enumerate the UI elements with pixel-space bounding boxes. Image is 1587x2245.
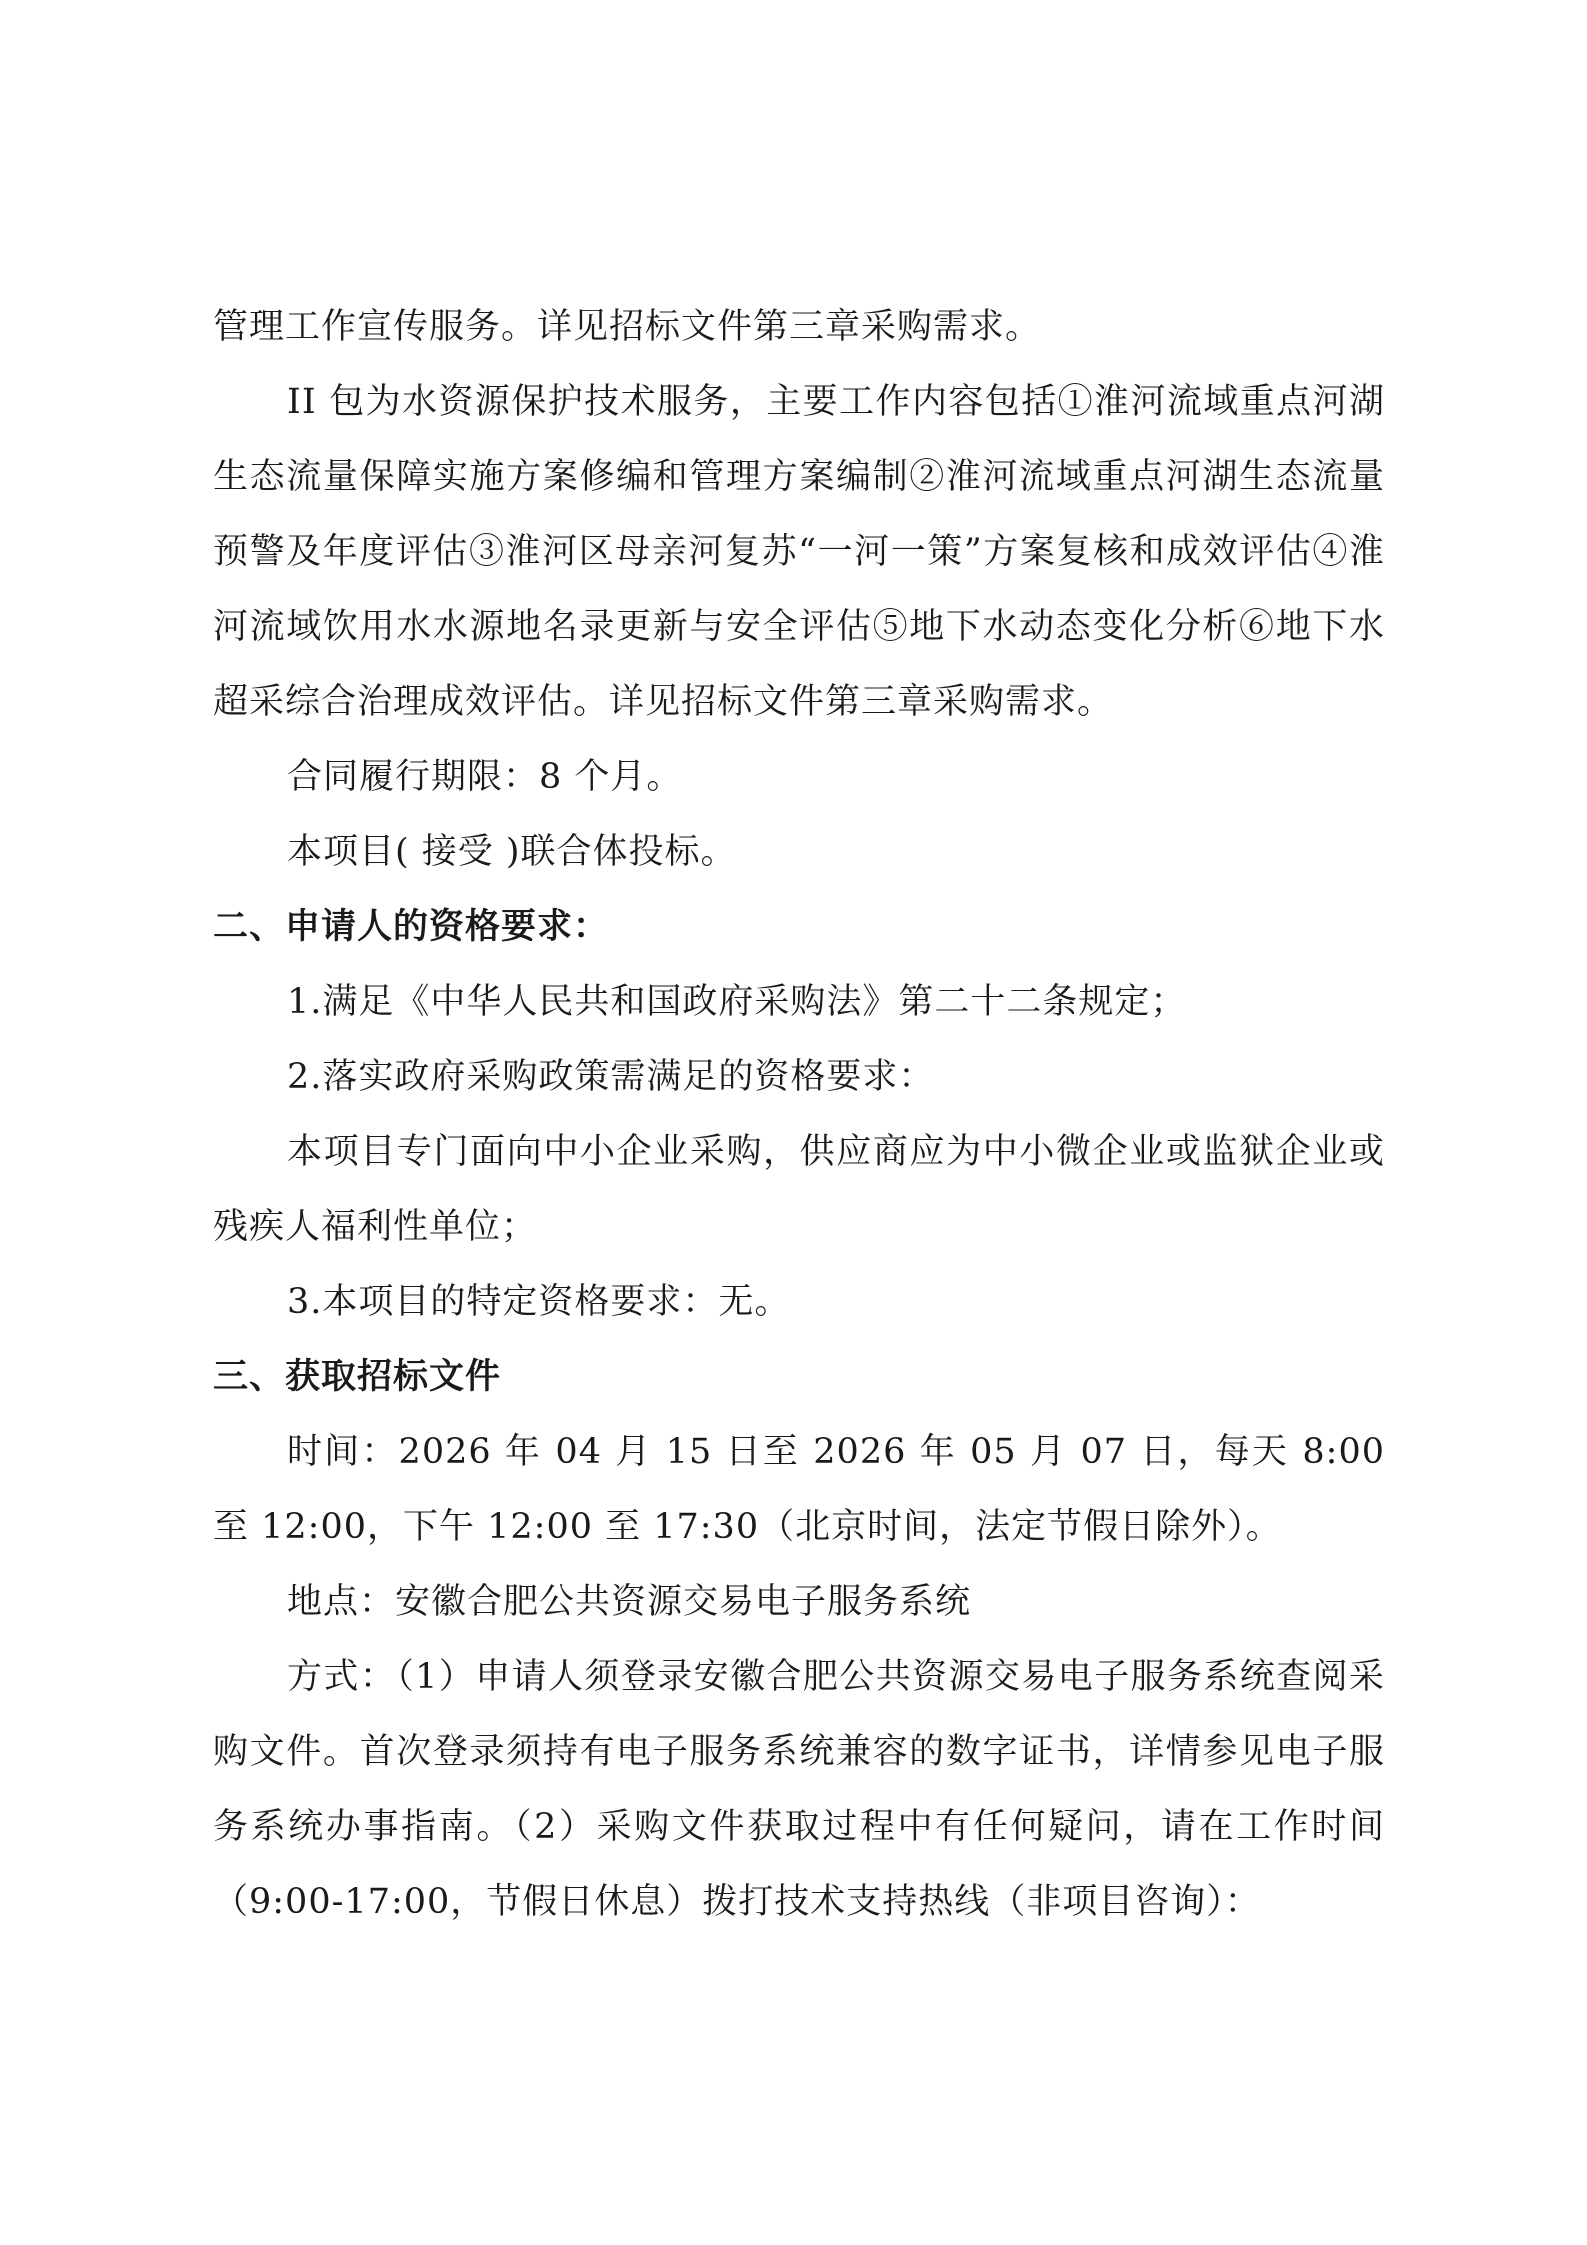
document-body xyxy=(213,290,1385,1940)
heading-obtain-documents: 三、获取招标文件 xyxy=(213,1357,502,1397)
paragraph-method: 方式：（1）申请人须登录安徽合肥公共资源交易电子服务系统查阅采购文件。首次登录须持有电子服务系统兼容的数字证书，详情参见电子服务系统办事指南。（2）采购文件获取过程中有任何疑问，请在工作时间（9:00-17:00，节假日休息）拨打技术支持热线（非项目咨询）： xyxy=(213,1657,1385,1922)
paragraph-location: 地点：安徽合肥公共资源交易电子服务系统 xyxy=(287,1582,972,1622)
paragraph-contract-period: 合同履行期限：8 个月。 xyxy=(287,757,683,797)
paragraph-requirement-3: 3.本项目的特定资格要求：无。 xyxy=(287,1282,791,1322)
paragraph-requirement-1: 1.满足《中华人民共和国政府采购法》第二十二条规定； xyxy=(287,982,1187,1022)
paragraph-time: 时间：2026 年 04 月 15 日至 2026 年 05 月 07 日，每天 8:00 至 12:00，下午 12:00 至 17:30（北京时间，法定节假日除外）。 xyxy=(213,1432,1385,1547)
paragraph-consortium: 本项目( 接受 )联合体投标。 xyxy=(287,832,737,872)
paragraph-requirement-2: 2.落实政府采购政策需满足的资格要求： xyxy=(287,1057,935,1097)
heading-qualification: 二、申请人的资格要求： xyxy=(213,907,610,947)
paragraph-sme: 本项目专门面向中小企业采购，供应商应为中小微企业或监狱企业或残疾人福利性单位； xyxy=(213,1132,1385,1247)
paragraph-continuation: 管理工作宣传服务。详见招标文件第三章采购需求。 xyxy=(213,307,1042,347)
paragraph-package-ii: II 包为水资源保护技术服务，主要工作内容包括①淮河流域重点河湖生态流量保障实施方案修编和管理方案编制②淮河流域重点河湖生态流量预警及年度评估③淮河区母亲河复苏“一河一策”方案复核和成效评估④淮河流域饮用水水源地名录更新与安全评估⑤地下水动态变化分析⑥地下水超采综合治理成效评估。详见招标文件第三章采购需求。 xyxy=(213,382,1385,722)
